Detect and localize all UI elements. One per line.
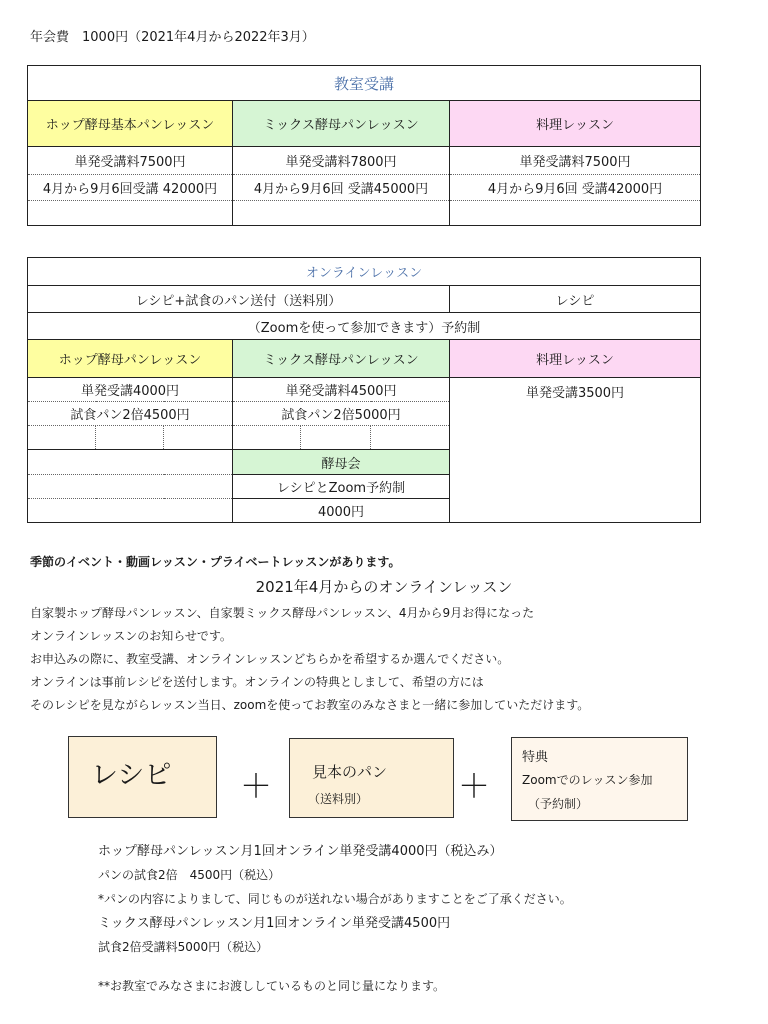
classroom-single-cooking: 単発受講料7500円 <box>450 147 701 175</box>
perk-box <box>511 737 688 821</box>
online-header-mix: ミックス酵母パンレッスン <box>233 340 450 378</box>
yeast-club-title: 酵母会 <box>233 450 450 475</box>
info-line: ホップ酵母パンレッスン月1回オンライン単発受講4000円（税込み） <box>98 844 503 859</box>
intro-line: お申込みの際に、教室受講、オンラインレッスンどちらかを希望するか選んでください。 <box>30 652 510 666</box>
seasonal-notice: 季節のイベント・動画レッスン・プライベートレッスンがあります。 <box>30 555 401 569</box>
online-header-hop: ホップ酵母パンレッスン <box>28 340 233 378</box>
online-zoom-label: （Zoomを使って参加できます）予約制 <box>28 313 701 340</box>
online-empty-cell <box>28 426 96 450</box>
classroom-package-hop: 4月から9月6回受講 42000円 <box>28 175 233 201</box>
online-empty-cell <box>371 426 450 450</box>
online-empty-cell <box>233 426 301 450</box>
sample-bread-title: 見本のパン <box>312 763 388 781</box>
info-line: パンの試食2倍 4500円（税込） <box>98 868 281 882</box>
classroom-package-mix: 4月から9月6回 受講45000円 <box>233 175 450 201</box>
online-empty-cell <box>450 450 701 523</box>
classroom-table <box>27 65 701 226</box>
online-recipe-label: レシピ <box>450 286 701 313</box>
online-empty-cell <box>28 450 233 475</box>
online-delivery-label: レシピ+試食のパン送付（送料別） <box>28 286 450 313</box>
classroom-header-hop: ホップ酵母基本パンレッスン <box>28 101 233 147</box>
yeast-club-price: 4000円 <box>233 499 450 523</box>
online-title: オンラインレッスン <box>28 258 701 286</box>
online-table <box>27 257 701 523</box>
classroom-single-mix: 単発受講料7800円 <box>233 147 450 175</box>
info-line: *パンの内容によりまして、同じものが送れない場合がありますことをご了承ください。 <box>98 892 572 906</box>
annual-fee: 年会費 1000円（2021年4月から2022年3月） <box>30 30 315 45</box>
classroom-header-cooking: 料理レッスン <box>450 101 701 147</box>
intro-line: そのレシピを見ながらレッスン当日、zoomを使ってお教室のみなさまと一緒に参加していただけます。 <box>30 698 590 712</box>
online-trial-hop: 試食パン2倍4500円 <box>28 402 233 426</box>
intro-line: オンラインレッスンのお知らせです。 <box>30 629 232 643</box>
perk-title: 特典 <box>522 750 549 765</box>
classroom-title: 教室受講 <box>28 66 701 101</box>
classroom-single-hop: 単発受講料7500円 <box>28 147 233 175</box>
online-single-cooking: 単発受講3500円 <box>450 378 701 450</box>
online-single-mix: 単発受講料4500円 <box>233 378 450 402</box>
online-empty-cell <box>164 426 233 450</box>
classroom-header-mix: ミックス酵母パンレッスン <box>233 101 450 147</box>
intro-line: オンラインは事前レシピを送付します。オンラインの特典としまして、希望の方には <box>30 675 484 689</box>
plus-icon: ＋ <box>458 767 491 805</box>
sample-bread-sub: （送料別） <box>308 792 369 806</box>
online-single-hop: 単発受講4000円 <box>28 378 233 402</box>
online-empty-cell <box>28 499 233 523</box>
classroom-package-cooking: 4月から9月6回 受講42000円 <box>450 175 701 201</box>
online-trial-mix: 試食パン2倍5000円 <box>233 402 450 426</box>
online-empty-cell <box>96 426 164 450</box>
info-line: **お教室でみなさまにお渡ししているものと同じ量になります。 <box>98 979 446 993</box>
intro-line: 自家製ホップ酵母パンレッスン、自家製ミックス酵母パンレッスン、4月から9月お得になった <box>30 606 535 620</box>
plus-icon: ＋ <box>240 767 273 805</box>
perk-line2: （予約制） <box>528 797 589 811</box>
info-line: ミックス酵母パンレッスン月1回オンライン単発受講4500円 <box>98 916 451 931</box>
perk-line1: Zoomでのレッスン参加 <box>522 773 653 787</box>
sample-bread-box <box>289 738 454 818</box>
classroom-empty-cell <box>233 201 450 226</box>
yeast-club-desc: レシピとZoom予約制 <box>233 475 450 499</box>
online-empty-cell <box>301 426 371 450</box>
classroom-empty-cell <box>450 201 701 226</box>
online-headline: 2021年4月からのオンラインレッスン <box>255 578 513 596</box>
info-line: 試食2倍受講料5000円（税込） <box>98 940 269 954</box>
recipe-box <box>68 736 217 818</box>
online-header-cooking: 料理レッスン <box>450 340 701 378</box>
recipe-box-label: レシピ <box>91 760 172 791</box>
online-empty-cell <box>28 475 233 499</box>
classroom-empty-cell <box>28 201 233 226</box>
